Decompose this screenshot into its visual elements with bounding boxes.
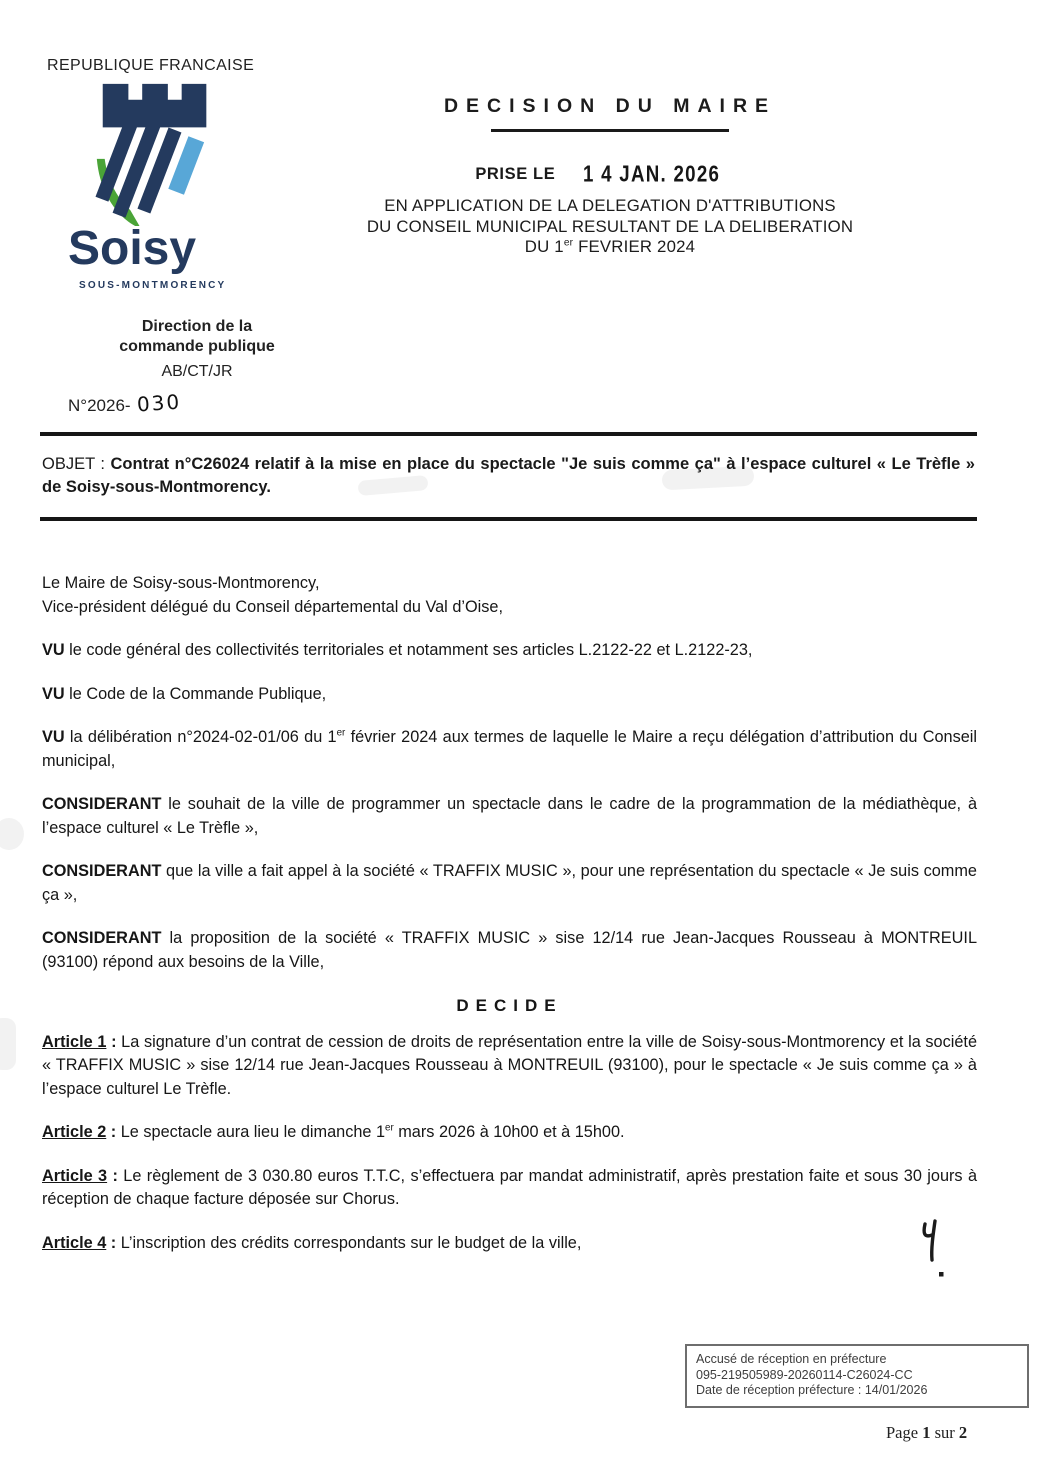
intro-paragraph [42, 572, 977, 619]
document-body [42, 572, 977, 1275]
horizontal-rule-bottom [40, 517, 977, 521]
objet-paragraph [42, 453, 975, 499]
date-stamp: 1 4 JAN. 2026 [583, 160, 721, 187]
prefecture-receipt-box [685, 1344, 1029, 1408]
delegation-line-2: DU CONSEIL MUNICIPAL RESULTANT DE LA DELIBERATION [366, 216, 854, 236]
vu-paragraph-2: VU le Code de la Commande Publique, [42, 684, 327, 703]
article-2: Article 2 : Le spectacle aura lieu le dimanche 1er mars 2026 à 10h00 et à 15h00. [42, 1122, 625, 1141]
document-title: DECISION DU MAIRE [443, 95, 777, 117]
republique-francaise-label: REPUBLIQUE FRANCAISE [47, 57, 255, 74]
date-row [350, 161, 870, 187]
logo-city-subtitle: SOUS-MONTMORENCY [79, 280, 227, 291]
considerant-paragraph-3: CONSIDERANT la proposition de la société « TRAFFIX MUSIC » sise 12/14 rue Jean-Jacques Rousseau à MONTREUIL (93100) répond aux besoins de la Ville, [42, 929, 977, 971]
delegation-line-1: EN APPLICATION DE LA DELEGATION D'ATTRIBUTIONS [384, 196, 836, 215]
document-header [350, 95, 870, 258]
ordinal-superscript: er [385, 1122, 394, 1134]
decision-number-handwritten: 030 [135, 389, 182, 417]
receipt-reference: 095-219505989-20260114-C26024-CC [696, 1367, 913, 1382]
article-3: Article 3 : Le règlement de 3 030.80 euros T.T.C, s’effectuera par mandat administratif, après prestation faite et sous 30 jours à réception de chaque facture déposée sur Chorus. [42, 1166, 977, 1208]
vice-president-line: Vice-président délégué du Conseil départemental du Val d’Oise, [42, 597, 503, 616]
horizontal-rule-top [40, 432, 977, 436]
scan-artifact [0, 1018, 16, 1070]
handwritten-initial-mark [916, 1218, 952, 1286]
vu-paragraph-1: VU le code général des collectivités territoriales et notamment ses articles L.2122-22 et L.2122-23, [42, 641, 753, 659]
objet-text: Contrat n°C26024 relatif à la mise en place du spectacle "Je suis comme ça" à l’espace culturel « Le Trèfle » de Soisy-sous-Montmorency. [42, 455, 975, 496]
department-line-1: Direction de la [141, 318, 253, 335]
logo-city-name: Soisy [68, 222, 197, 275]
decide-heading: DECIDE [456, 996, 563, 1015]
article-1: Article 1 : La signature d’un contrat de cession de droits de représentation entre la ville de Soisy-sous-Montmorency et la société « TRAFFIX MUSIC » sise 12/14 rue Jean-Jacques Rousseau à MONTREUIL (93100), pour le spectacle « Je suis comme ça » à l’espace culturel Le Trèfle. [42, 1032, 977, 1098]
vu-paragraph-3: VU la délibération n°2024-02-01/06 du 1er février 2024 aux termes de laquelle le Maire a reçu délégation d’attribution du Conseil municipal, [42, 727, 978, 770]
scan-artifact [0, 818, 24, 850]
title-underline [491, 129, 729, 132]
clerk-initials: AB/CT/JR [161, 363, 233, 380]
delegation-statement [350, 196, 870, 258]
objet-label: OBJET : [42, 455, 111, 473]
issuing-department [87, 317, 307, 382]
considerant-paragraph-2: CONSIDERANT que la ville a fait appel à la société « TRAFFIX MUSIC », pour une représentation du spectacle « Je suis comme ça », [42, 862, 977, 904]
ordinal-superscript: er [563, 237, 574, 249]
article-4: Article 4 : L’inscription des crédits correspondants sur le budget de la ville, [42, 1233, 582, 1252]
decision-number [68, 389, 182, 417]
soisy-coat-of-arms-icon [86, 78, 228, 226]
delegation-line-3: DU 1 [524, 237, 564, 256]
mayor-line: Le Maire de Soisy-sous-Montmorency, [42, 574, 320, 592]
ordinal-superscript: er [336, 727, 346, 739]
considerant-paragraph-1: CONSIDERANT le souhait de la ville de programmer un spectacle dans le cadre de la programmation de la médiathèque, à l’espace culturel « Le Trèfle », [42, 795, 977, 837]
receipt-line-1: Accusé de réception en préfecture [696, 1352, 887, 1366]
department-line-2: commande publique [119, 338, 275, 355]
delegation-line-3-end: FEVRIER 2024 [573, 237, 696, 256]
prise-le-label: PRISE LE [475, 164, 556, 183]
page-number: Page 1 sur 2 [886, 1423, 968, 1442]
receipt-date: Date de réception préfecture : 14/01/2026 [696, 1383, 928, 1397]
decision-number-prefix: N°2026- [68, 396, 131, 415]
